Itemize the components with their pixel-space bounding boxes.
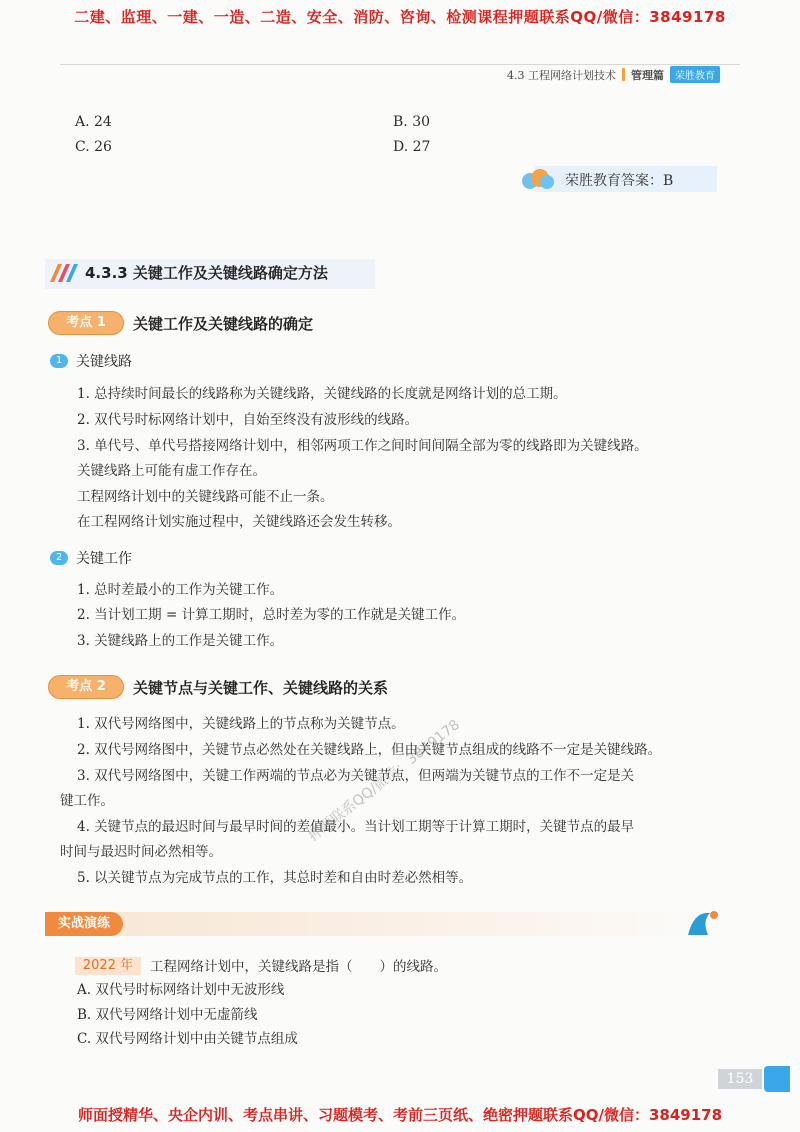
sub1-line: 工程网络计划中的关键线路可能不止一条。	[77, 489, 334, 505]
sub1-line: 3. 单代号、单代号搭接网络计划中，相邻两项工作之间时间间隔全部为零的线路即为关键线路。	[77, 438, 648, 454]
running-head	[507, 66, 720, 83]
kp2-line: 时间与最迟时间必然相等。	[60, 844, 222, 860]
section-title: 4.3.3 关键工作及关键线路确定方法	[85, 264, 328, 282]
publisher-logo: 荣胜教育	[670, 66, 720, 83]
divider-bar	[622, 68, 625, 81]
section-category: 管理篇	[631, 68, 664, 82]
top-banner: 二建、监理、一建、一造、二造、安全、消防、咨询、检测课程押题联系QQ/微信：3849178	[74, 8, 726, 26]
kp2-line: 键工作。	[60, 793, 114, 809]
kp1-title: 关键工作及关键线路的确定	[133, 315, 314, 333]
kp1-label: 考点 1	[48, 311, 124, 335]
practice-option: C. 双代号网络计划中由关键节点组成	[77, 1031, 298, 1047]
practice-question: 工程网络计划中，关键线路是指（ ）的线路。	[150, 959, 447, 975]
sub1-num-badge: 1	[50, 354, 68, 368]
practice-option: B. 双代号网络计划中无虚箭线	[77, 1007, 258, 1023]
option-d: D. 27	[393, 139, 431, 155]
kp2-label: 考点 2	[48, 675, 124, 699]
sub2-line: 2. 当计划工期 = 计算工期时，总时差为零的工作就是关键工作。	[77, 607, 466, 623]
kp2-line: 5. 以关键节点为完成节点的工作，其总时差和自由时差必然相等。	[77, 870, 473, 886]
kp2-line: 2. 双代号网络图中，关键节点必然处在关键线路上，但由关键节点组成的线路不一定是关键线路。	[77, 742, 662, 758]
sub1-title: 关键线路	[76, 354, 132, 370]
page-tab	[764, 1066, 790, 1092]
sub1-line: 关键线路上可能有虚工作存在。	[77, 463, 266, 479]
watermark: 押题联系QQ/微信：3849178	[305, 716, 463, 845]
sub2-line: 3. 关键线路上的工作是关键工作。	[77, 633, 284, 649]
sub2-num-badge: 2	[50, 551, 68, 565]
practice-label: 实战演练	[45, 912, 123, 936]
practice-option: A. 双代号时标网络计划中无波形线	[77, 982, 285, 998]
cloud-icon	[518, 168, 556, 190]
kp2-title: 关键节点与关键工作、关键线路的关系	[133, 679, 389, 697]
wave-icon	[684, 905, 720, 941]
sub1-line: 在工程网络计划实施过程中，关键线路还会发生转移。	[77, 514, 401, 530]
page-number: 153	[718, 1069, 762, 1089]
kp2-line: 3. 双代号网络图中，关键工作两端的节点必为关键节点，但两端为关键节点的工作不一定是关	[77, 768, 635, 784]
option-b: B. 30	[393, 114, 431, 130]
sub1-line: 2. 双代号时标网络计划中，自始至终没有波形线的线路。	[77, 412, 419, 428]
section-stripes-icon	[48, 262, 82, 284]
kp2-line: 1. 双代号网络图中，关键线路上的节点称为关键节点。	[77, 716, 405, 732]
option-c: C. 26	[75, 139, 112, 155]
sub1-line: 1. 总持续时间最长的线路称为关键线路，关键线路的长度就是网络计划的总工期。	[77, 386, 567, 402]
practice-bar	[45, 912, 705, 936]
header-rule	[60, 64, 740, 65]
sub2-title: 关键工作	[76, 551, 132, 567]
chapter-title: 4.3 工程网络计划技术	[507, 68, 616, 82]
answer-text: 荣胜教育答案：B	[565, 173, 674, 189]
kp2-line: 4. 关键节点的最迟时间与最早时间的差值最小。当计划工期等于计算工期时，关键节点的最早	[77, 819, 635, 835]
sub2-line: 1. 总时差最小的工作为关键工作。	[77, 582, 284, 598]
year-tag: 2022 年	[75, 957, 141, 975]
option-a: A. 24	[75, 114, 112, 130]
bottom-banner: 师面授精华、央企内训、考点串讲、习题模考、考前三页纸、绝密押题联系QQ/微信：3849178	[77, 1106, 723, 1124]
